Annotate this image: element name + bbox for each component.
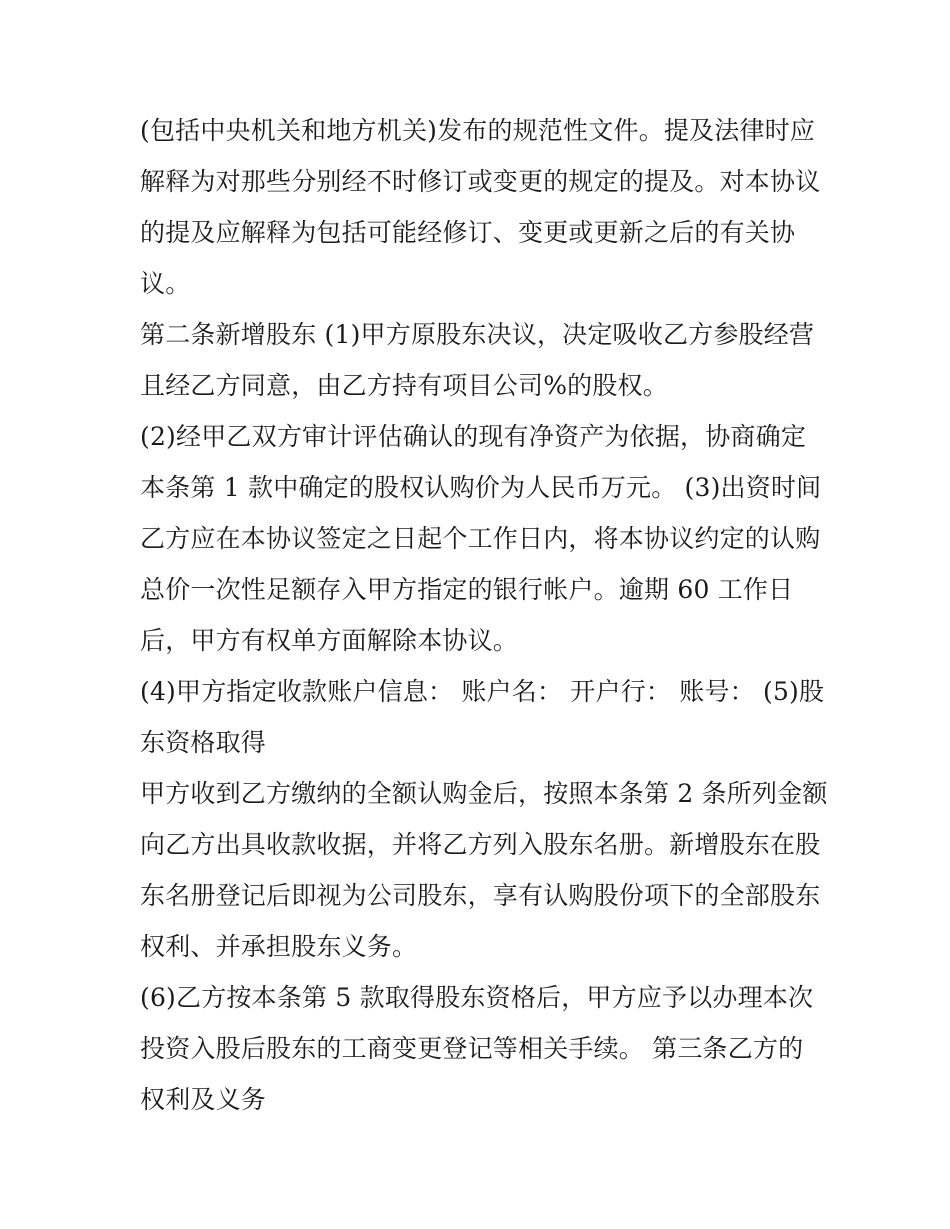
text-line: 权利、并承担股东义务。	[140, 932, 418, 961]
text-line: (6)乙方按本条第 5 款取得股东资格后，甲方应予以办理本次	[140, 983, 814, 1012]
text-line: 东名册登记后即视为公司股东，享有认购股份项下的全部股东	[140, 881, 821, 910]
text-line: 东资格取得	[140, 728, 267, 757]
text-line: 解释为对那些分别经不时修订或变更的规定的提及。对本协议	[140, 167, 821, 196]
text-line: (包括中央机关和地方机关)发布的规范性文件。提及法律时应	[140, 116, 816, 145]
text-line: (2)经甲乙双方审计评估确认的现有净资产为依据，协商确定	[140, 422, 807, 451]
text-line: 乙方应在本协议签定之日起个工作日内，将本协议约定的认购	[140, 524, 821, 553]
text-line: 投资入股后股东的工商变更登记等相关手续。 第三条乙方的	[140, 1034, 804, 1063]
text-line: 的提及应解释为包括可能经修订、变更或更新之后的有关协	[140, 218, 796, 247]
text-line: 议。	[140, 269, 191, 298]
text-line: 且经乙方同意，由乙方持有项目公司%的股权。	[140, 371, 668, 400]
text-line: (4)甲方指定收款账户信息： 账户名： 开户行： 账号： (5)股	[140, 677, 825, 706]
text-line: 第二条新增股东 (1)甲方原股东决议，决定吸收乙方参股经营	[140, 320, 815, 349]
text-line: 后，甲方有权单方面解除本协议。	[140, 626, 519, 655]
text-line: 甲方收到乙方缴纳的全额认购金后，按照本条第 2 条所列金额	[140, 779, 828, 808]
text-line: 总价一次性足额存入甲方指定的银行帐户。逾期 60 工作日	[140, 575, 794, 604]
document-body	[140, 105, 828, 1125]
text-line: 向乙方出具收款收据，并将乙方列入股东名册。新增股东在股	[140, 830, 821, 859]
text-line: 权利及义务	[140, 1085, 267, 1114]
text-line: 本条第 1 款中确定的股权认购价为人民币万元。 (3)出资时间	[140, 473, 822, 502]
